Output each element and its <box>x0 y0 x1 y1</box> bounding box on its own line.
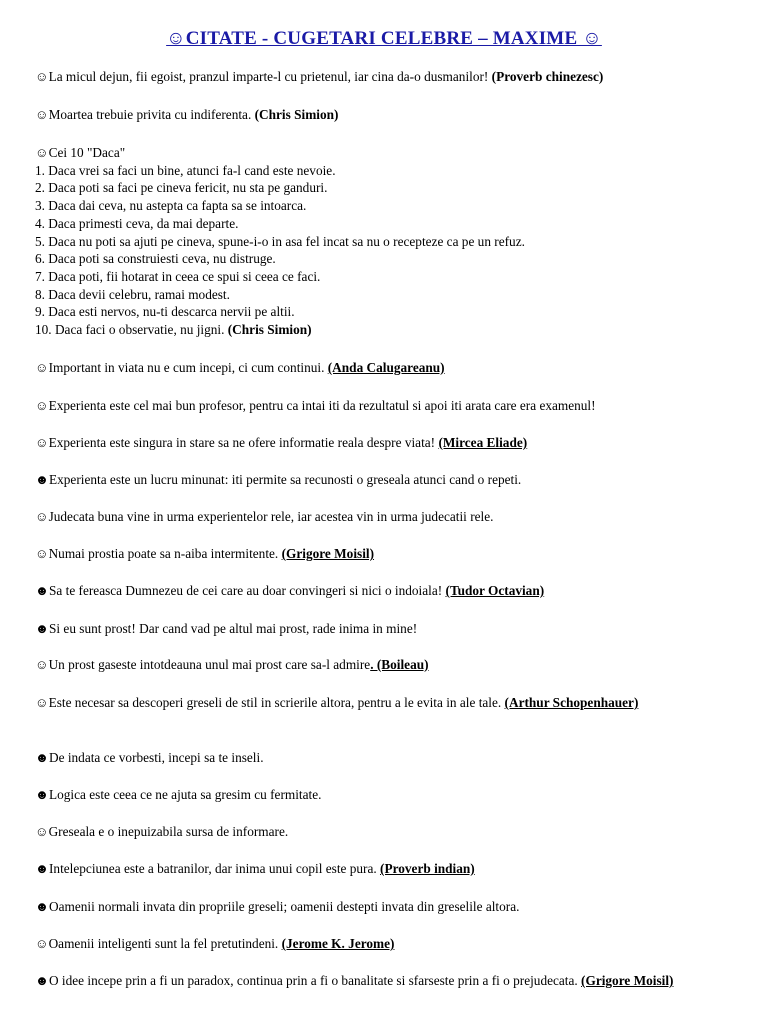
smiley-icon: ☺ <box>35 360 49 375</box>
smiley-icon: ☺ <box>35 435 49 450</box>
quote-daca: ☺Cei 10 "Daca" 1. Daca vrei sa faci un bine, atunci fa-l cand este nevoie. 2. Daca poti sa faci pe cineva fericit, nu sta pe ganduri. 3. Daca dai ceva, nu astepta ca fapta sa se intoarca. 4. Daca primesti ceva, da mai departe. 5. Daca nu poti sa ajuti pe cineva, spune-i-o in asa fel incat sa nu o recepteze ca pe un refuz. 6. Daca poti sa construiesti ceva, nu distruge. 7. Daca poti, fii hotarat in ceea ce spui si ceea ce faci. 8. Daca devii celebru, ramai modest. 9. Daca esti nervos, nu-ti descarca nervii pe altii. 10. Daca faci o observatie, nu jigni. (Chris Simion) <box>35 144 735 339</box>
smiley-filled-icon: ☻ <box>35 472 49 487</box>
smiley-icon: ☺ <box>35 936 49 951</box>
smiley-filled-icon: ☻ <box>35 787 49 802</box>
quote-20: ☻O idee incepe prin a fi un paradox, continua prin a fi o banalitate si sfarseste prin a fi o prejudecata. (Grigore Moisil) <box>35 973 674 988</box>
smiley-icon: ☺ <box>35 824 49 839</box>
quote-10: ☻Sa te fereasca Dumnezeu de cei care au doar convingeri si nici o indoiala! (Tudor Octavian) <box>35 583 545 598</box>
smiley-icon: ☺ <box>35 546 49 561</box>
smiley-icon: ☺ <box>35 145 49 160</box>
smiley-filled-icon: ☻ <box>35 899 49 914</box>
smiley-filled-icon: ☻ <box>35 973 49 988</box>
smiley-filled-icon: ☻ <box>35 861 49 876</box>
quote-16: ☺Greseala e o inepuizabila sursa de informare. <box>35 824 289 839</box>
quote-2: ☺Moartea trebuie privita cu indiferenta. (Chris Simion) <box>35 107 339 122</box>
quote-7: ☻Experienta este un lucru minunat: iti permite sa recunosti o greseala atunci cand o repeti. <box>35 472 522 487</box>
daca-list: 1. Daca vrei sa faci un bine, atunci fa-l cand este nevoie. 2. Daca poti sa faci pe cineva fericit, nu sta pe ganduri. 3. Daca dai ceva, nu astepta ca fapta sa se intoarca. 4. Daca primesti ceva, da mai departe. 5. Daca nu poti sa ajuti pe cineva, spune-i-o in asa fel incat sa nu o recepteze ca pe un refuz. 6. Daca poti sa construiesti ceva, nu distruge. 7. Daca poti, fii hotarat in ceea ce spui si ceea ce faci. 8. Daca devii celebru, ramai modest. 9. Daca esti nervos, nu-ti descarca nervii pe altii. 10. Daca faci o observatie, nu jigni. (Chris Simion) <box>35 162 525 338</box>
quote-9: ☺Numai prostia poate sa n-aiba intermitente. (Grigore Moisil) <box>35 546 375 561</box>
quote-5: ☺Experienta este cel mai bun profesor, pentru ca intai iti da rezultatul si apoi iti arata care era examenul! <box>35 398 596 413</box>
quote-1: ☺La micul dejun, fii egoist, pranzul imparte-l cu prietenul, iar cina da-o dusmanilor! (Proverb chinezesc) <box>35 69 604 84</box>
smiley-icon: ☺ <box>35 398 49 413</box>
quote-4: ☺Important in viata nu e cum incepi, ci cum continui. (Anda Calugareanu) <box>35 360 445 375</box>
smiley-filled-icon: ☻ <box>35 750 49 765</box>
smiley-filled-icon: ☻ <box>35 583 49 598</box>
quote-17: ☻Intelepciunea este a batranilor, dar inima unui copil este pura. (Proverb indian) <box>35 861 475 876</box>
quote-8: ☺Judecata buna vine in urma experientelor rele, iar acestea vin in urma judecatii rele. <box>35 509 494 524</box>
quote-13: ☺Este necesar sa descoperi greseli de stil in scrierile altora, pentru a le evita in ale tale. (Arthur Schopenhauer) <box>35 695 639 710</box>
smiley-icon: ☺ <box>35 69 49 84</box>
smiley-icon: ☺ <box>35 107 49 122</box>
smiley-filled-icon: ☻ <box>35 621 49 636</box>
quote-18: ☻Oamenii normali invata din propriile greseli; oamenii destepti invata din greselile altora. <box>35 899 520 914</box>
smiley-icon: ☺ <box>35 695 49 710</box>
smiley-icon: ☺ <box>35 509 49 524</box>
quote-14: ☻De indata ce vorbesti, incepi sa te inseli. <box>35 750 264 765</box>
smiley-icon: ☺ <box>35 657 49 672</box>
quote-15: ☻Logica este ceea ce ne ajuta sa gresim cu fermitate. <box>35 787 322 802</box>
quote-19: ☺Oamenii inteligenti sunt la fel pretutindeni. (Jerome K. Jerome) <box>35 936 395 951</box>
quote-12: ☺Un prost gaseste intotdeauna unul mai prost care sa-l admire. (Boileau) <box>35 657 429 672</box>
page-title: ☺CITATE - CUGETARI CELEBRE – MAXIME ☺ <box>166 28 602 49</box>
quote-6: ☺Experienta este singura in stare sa ne ofere informatie reala despre viata! (Mircea Eliade) <box>35 435 528 450</box>
quote-11: ☻Si eu sunt prost! Dar cand vad pe altul mai prost, rade inima in mine! <box>35 621 418 636</box>
